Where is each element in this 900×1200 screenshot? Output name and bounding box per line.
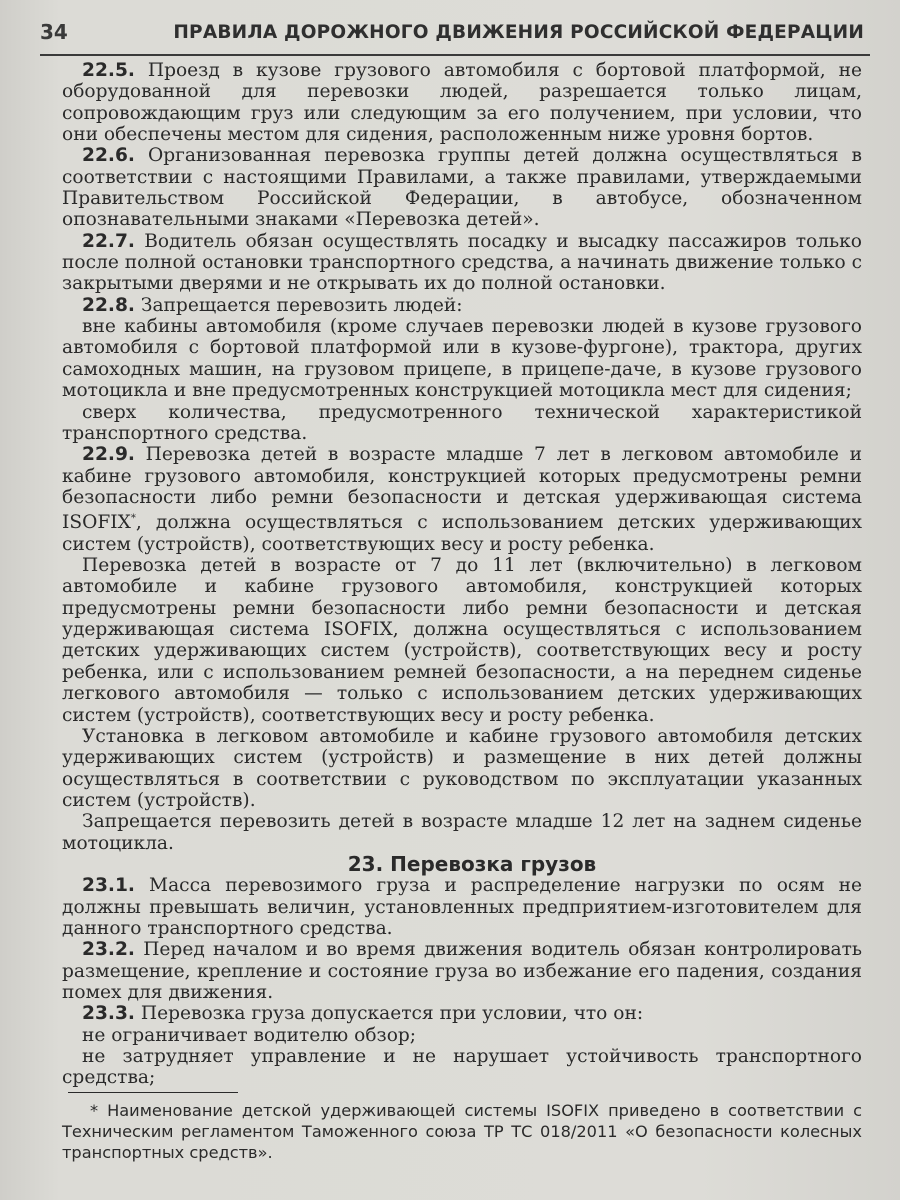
clause-text: Перевозка груза допускается при условии, что он:	[134, 1003, 644, 1025]
paragraph-22-5	[62, 60, 862, 145]
footnote-divider	[68, 1092, 238, 1093]
clause-text: Проезд в кузове грузового автомобиля с бортовой платформой, не оборудованной для перевозки людей, разрешается только лицам, сопровождающим груз или следующим за его получением, при условии, что они обеспечены местом для сидения, расположенным ниже уровня бортов.	[62, 60, 862, 146]
clause-number: 23.3.	[82, 1003, 135, 1025]
list-item: не затрудняет управление и не нарушает устойчивость транспортного средства;	[62, 1046, 862, 1089]
clause-number: 22.9.	[82, 444, 135, 466]
list-item: не ограничивает водителю обзор;	[82, 1024, 417, 1046]
clause-number: 22.5.	[82, 60, 135, 81]
clause-text: Перевозка детей в возрасте младше 7 лет в легковом автомобиле и кабине грузового автомобиля, конструкцией которых предусмотрены ремни безопасности либо ремни безопасности и детская удерживающая система ISOFIX	[62, 444, 862, 534]
paragraph-22-7	[62, 231, 862, 295]
paragraph-23-1	[62, 875, 862, 939]
clause-text: Организованная перевозка группы детей должна осуществляться в соответствии с настоящими Правилами, а также правилами, утверждаемыми Правительством Российской Федерации, в автобусе, обозначенном опознавательными знаками «Перевозка детей».	[62, 145, 862, 231]
paragraph-23-2	[62, 939, 862, 1003]
footnote-text: * Наименование детской удерживающей системы ISOFIX приведено в соответствии с Техническим регламентом Таможенного союза ТР ТС 018/2011 «О безопасности колесных транспортных средств».	[62, 1101, 862, 1162]
clause-number: 23.1.	[82, 875, 135, 897]
section-heading: 23. Перевозка грузов	[347, 851, 597, 876]
clause-number: 23.2.	[82, 939, 135, 961]
paragraph: Установка в легковом автомобиле и кабине грузового автомобиля детских удерживающих систем (устройств) и размещение в них детей должны осуществляться в соответствии с руководством по эксплуатации указанных систем (устройств).	[62, 725, 862, 811]
paragraph-22-9	[62, 444, 862, 555]
clause-number: 22.8.	[82, 294, 135, 316]
clause-number: 22.6.	[82, 145, 135, 167]
list-item: сверх количества, предусмотренного технической характеристикой транспортного средства.	[62, 401, 862, 444]
page-header	[40, 14, 870, 56]
footnote-marker: *	[130, 513, 136, 525]
paragraph-23-3	[62, 1003, 862, 1024]
paragraph: Перевозка детей в возрасте от 7 до 11 лет (включительно) в легковом автомобиле и кабине грузового автомобиля, конструкцией которых предусмотрены ремни безопасности либо ремни безопасности и детская удерживающая система ISOFIX, должна осуществляться с использованием детских удерживающих систем (устройств), соответствующих весу и росту ребенка, или с использованием ремней безопасности, а на переднем сиденье легкового автомобиля — только с использованием детских удерживающих систем (устройств), соответствующих весу и росту ребенка.	[62, 555, 862, 726]
clause-text: , должна осуществляться с использованием детских удерживающих систем (устройств), соответствующих весу и росту ребенка.	[62, 512, 862, 555]
clause-text: Запрещается перевозить людей:	[134, 294, 463, 316]
list-item: вне кабины автомобиля (кроме случаев перевозки людей в кузове грузового автомобиля с бортовой платформой или в кузове-фургоне), трактора, других самоходных машин, на грузовом прицепе, в прицепе-даче, в кузове грузового мотоцикла и вне предусмотренных конструкцией мотоцикла мест для сидения;	[62, 316, 862, 402]
clause-text: Перед началом и во время движения водитель обязан контролировать размещение, крепление и состояние груза во избежание его падения, создания помех для движения.	[62, 939, 862, 1003]
paragraph-22-6	[62, 145, 862, 230]
clause-text: Водитель обязан осуществлять посадку и высадку пассажиров только после полной остановки транспортного средства, а начинать движение только с закрытыми дверями и не открывать их до полной остановки.	[62, 230, 862, 295]
paragraph-22-8	[62, 295, 862, 316]
page-number: 34	[40, 20, 68, 44]
clause-number: 22.7.	[82, 230, 135, 252]
footnote	[62, 1100, 862, 1163]
clause-text: Масса перевозимого груза и распределение нагрузки по осям не должны превышать величин, установленных предприятием-изготовителем для данного транспортного средства.	[62, 875, 862, 939]
running-title: ПРАВИЛА ДОРОЖНОГО ДВИЖЕНИЯ РОССИЙСКОЙ ФЕДЕРАЦИИ	[173, 22, 864, 43]
paragraph: Запрещается перевозить детей в возрасте младше 12 лет на заднем сиденье мотоцикла.	[62, 811, 862, 854]
main-text	[62, 60, 862, 1089]
